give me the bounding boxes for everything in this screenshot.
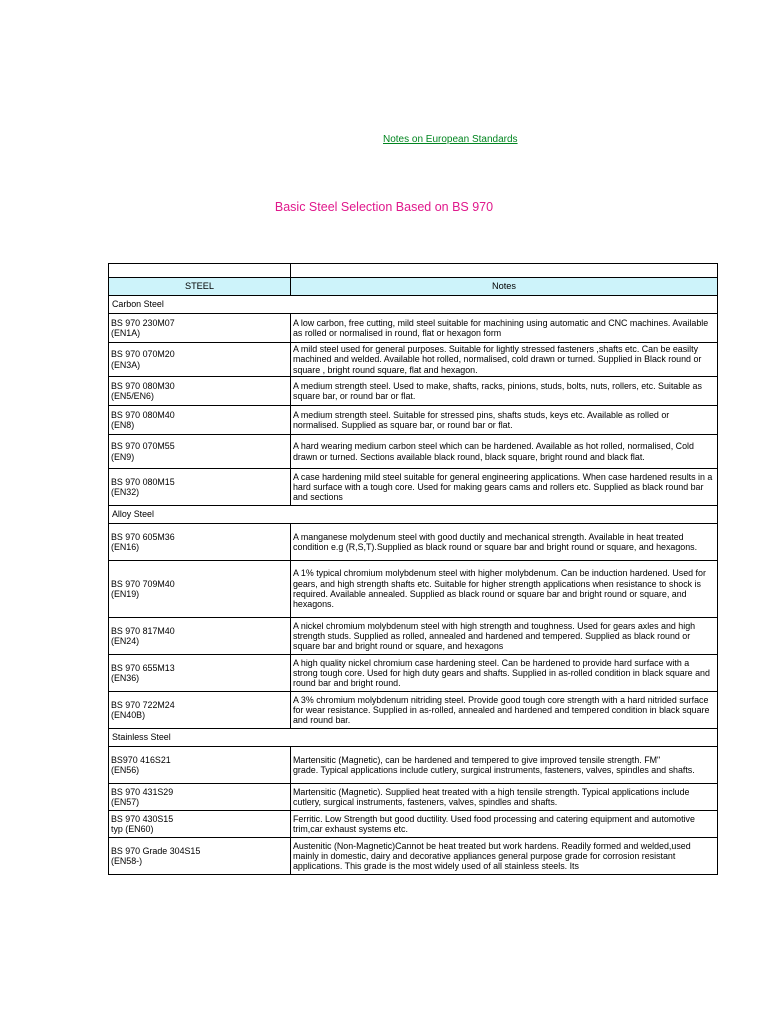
- steel-grade-cell: BS 970 080M30 (EN5/EN6): [109, 377, 291, 406]
- category-row: [109, 506, 718, 524]
- steel-grade-cell: BS970 416S21 (EN56): [109, 747, 291, 784]
- steel-grade-cell: BS 970 Grade 304S15 (EN58-): [109, 838, 291, 875]
- steel-grade-cell: BS 970 709M40 (EN19): [109, 561, 291, 618]
- steel-grade-cell: BS 970 070M20 (EN3A): [109, 343, 291, 377]
- table-row: [109, 811, 718, 838]
- steel-notes-cell: A medium strength steel. Suitable for stressed pins, shafts studs, keys etc. Available as rolled or normalised. Supplied as square bar, or round bar or flat.: [291, 406, 718, 435]
- table-row: [109, 469, 718, 506]
- steel-selection-table: [108, 263, 718, 875]
- table-row: [109, 784, 718, 811]
- notes-column-header: Notes: [291, 278, 718, 296]
- table-row: [109, 618, 718, 655]
- steel-notes-cell: Austenitic (Non-Magnetic)Cannot be heat treated but work hardens. Readily formed and welded,used mainly in domestic, dairy and decorative appliances general purpose grade for corrosion resistant applications. This grade is the most widely used of all stainless steels. Its: [291, 838, 718, 875]
- category-label: Alloy Steel: [109, 506, 718, 524]
- table-blank-row: [109, 264, 718, 278]
- steel-grade-cell: BS 970 722M24 (EN40B): [109, 692, 291, 729]
- steel-notes-cell: A low carbon, free cutting, mild steel suitable for machining using automatic and CNC machines. Available as rolled or normalised in round, flat or hexagon form: [291, 314, 718, 343]
- steel-grade-cell: BS 970 817M40 (EN24): [109, 618, 291, 655]
- table-header-row: [109, 278, 718, 296]
- steel-grade-cell: BS 970 080M15 (EN32): [109, 469, 291, 506]
- table-row: [109, 524, 718, 561]
- notes-on-european-standards-link[interactable]: Notes on European Standards: [383, 134, 518, 145]
- table-row: [109, 655, 718, 692]
- table-row: [109, 435, 718, 469]
- steel-notes-cell: A manganese molydenum steel with good ductily and mechanical strength. Available in heat treated condition e.g (R,S,T).Supplied as black round or square bar and bright round or square, and hexagons.: [291, 524, 718, 561]
- steel-grade-cell: BS 970 230M07 (EN1A): [109, 314, 291, 343]
- category-row: [109, 296, 718, 314]
- steel-notes-cell: A nickel chromium molybdenum steel with high strength and toughness. Used for gears axles and high strength studs. Supplied as rolled, annealed and hardened and tempered. Supplied as black round or square bar and bright round or square, and hexagons: [291, 618, 718, 655]
- steel-notes-cell: A medium strength steel. Used to make, shafts, racks, pinions, studs, bolts, nuts, rollers, etc. Suitable as square bar, or round bar or flat.: [291, 377, 718, 406]
- steel-notes-cell: A 3% chromium molybdenum nitriding steel. Provide good tough core strength with a hard nitrided surface for wear resistance. Supplied in as-rolled, annealed and hardened and tempered condition in black square and round bar.: [291, 692, 718, 729]
- table-row: [109, 692, 718, 729]
- steel-notes-cell: Ferritic. Low Strength but good ductility. Used food processing and catering equipment and automotive trim,car exhaust systems etc.: [291, 811, 718, 838]
- steel-notes-cell: A high quality nickel chromium case hardening steel. Can be hardened to provide hard surface with a strong tough core. Used for high duty gears and shafts. Supplied in as-rolled condition in black square and round bar and bright round.: [291, 655, 718, 692]
- steel-column-header: STEEL: [109, 278, 291, 296]
- steel-notes-cell: Martensitic (Magnetic). Supplied heat treated with a high tensile strength. Typical applications include cutlery, surgical instruments, fasteners, valves, spindles and shafts.: [291, 784, 718, 811]
- steel-grade-cell: BS 970 431S29 (EN57): [109, 784, 291, 811]
- table-row: [109, 343, 718, 377]
- table-row: [109, 377, 718, 406]
- steel-grade-cell: BS 970 655M13 (EN36): [109, 655, 291, 692]
- table-row: [109, 314, 718, 343]
- steel-notes-cell: A case hardening mild steel suitable for general engineering applications. When case hardened results in a hard surface with a tough core. Used for making gears cams and rollers etc. Supplied as black round bar and sections: [291, 469, 718, 506]
- category-row: [109, 729, 718, 747]
- table-row: [109, 406, 718, 435]
- steel-grade-cell: BS 970 605M36 (EN16): [109, 524, 291, 561]
- steel-notes-cell: A hard wearing medium carbon steel which can be hardened. Available as hot rolled, normalised, Cold drawn or turned. Sections available black round, black square, bright round and black flat.: [291, 435, 718, 469]
- steel-grade-cell: BS 970 070M55 (EN9): [109, 435, 291, 469]
- steel-grade-cell: BS 970 080M40 (EN8): [109, 406, 291, 435]
- table-row: [109, 561, 718, 618]
- table-row: [109, 747, 718, 784]
- steel-grade-cell: BS 970 430S15 typ (EN60): [109, 811, 291, 838]
- category-label: Stainless Steel: [109, 729, 718, 747]
- page-title: Basic Steel Selection Based on BS 970: [274, 200, 494, 214]
- table-row: [109, 838, 718, 875]
- steel-notes-cell: A 1% typical chromium molybdenum steel with higher molybdenum. Can be induction hardened. Used for gears, and high strength shafts etc. Suitable for higher strength applications when resistance to shock is required. Available annealed. Supplied as black round or square bar and bright round or square, and hexagons.: [291, 561, 718, 618]
- steel-notes-cell: A mild steel used for general purposes. Suitable for lightly stressed fasteners ,shafts etc. Can be easilty machined and welded. Available hot rolled, normalised, cold drawn or turned. Supplied in Black round or square , bright round square, flat and hexagon.: [291, 343, 718, 377]
- steel-notes-cell: Martensitic (Magnetic), can be hardened and tempered to give improved tensile strength. FM" grade. Typical applications include cutlery, surgical instruments, fasteners, valves, spindles and shafts.: [291, 747, 718, 784]
- category-label: Carbon Steel: [109, 296, 718, 314]
